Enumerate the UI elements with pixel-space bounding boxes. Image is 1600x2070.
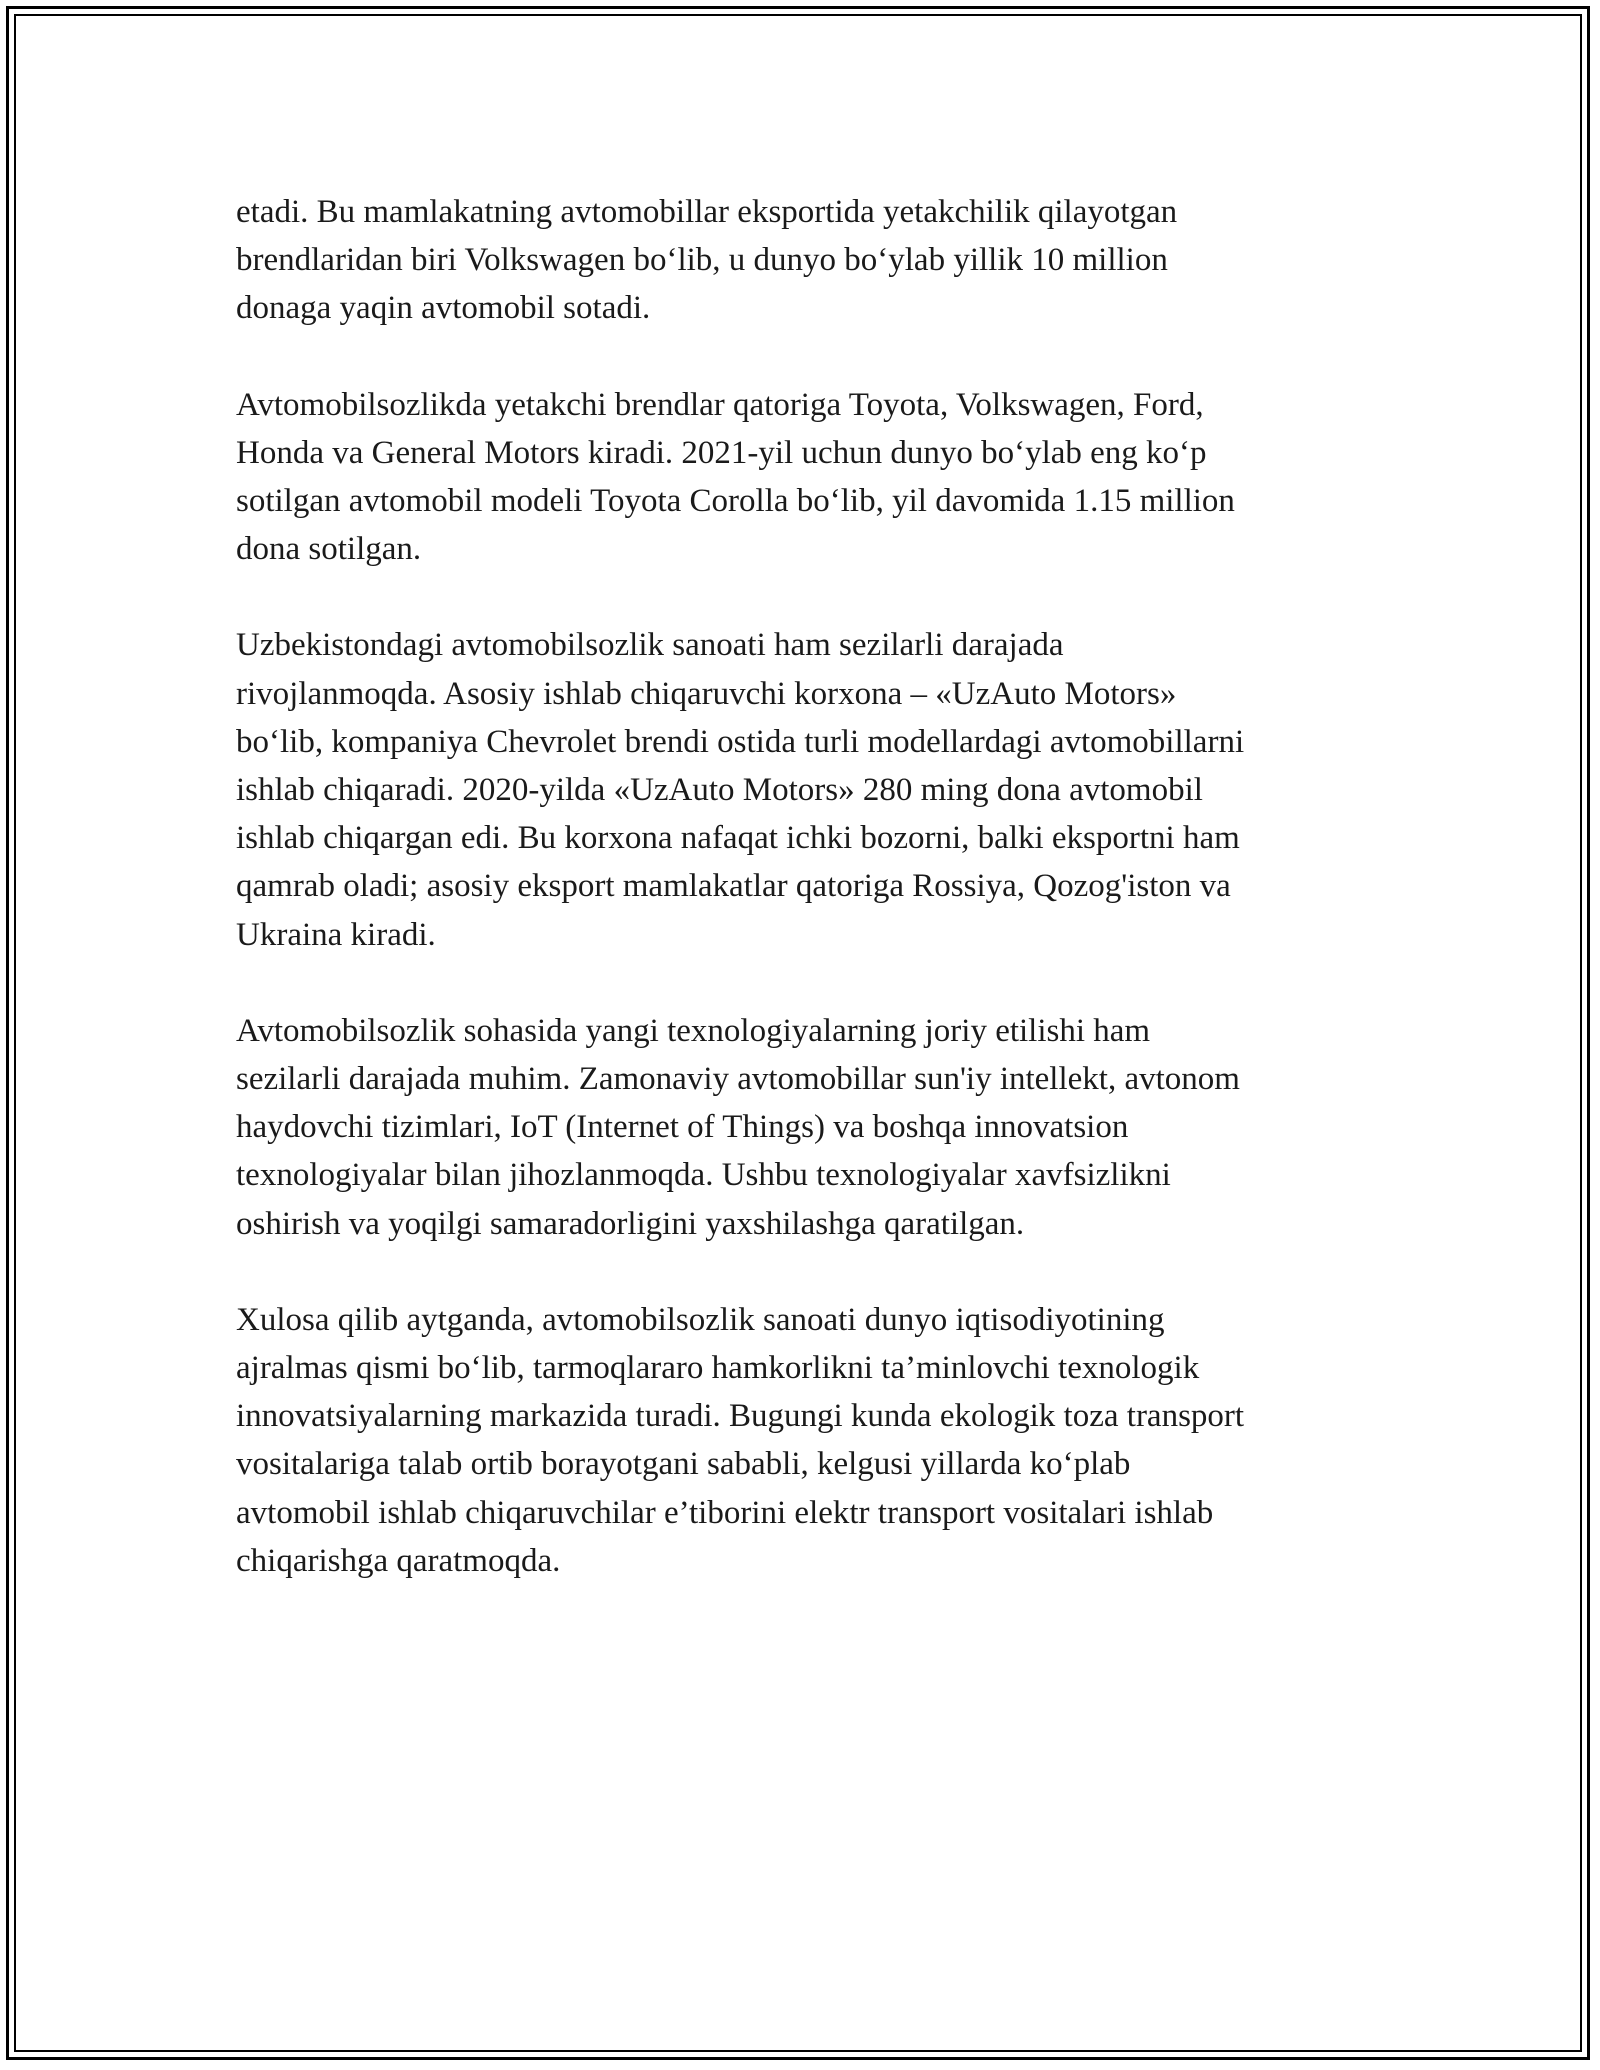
text-line: Ukraina kiradi. (236, 916, 436, 953)
text-line: dona sotilgan. (236, 531, 422, 568)
text-line: ishlab chiqaradi. 2020-yilda «UzAuto Motors» 280 ming dona avtomobil (236, 772, 1203, 809)
document-body (236, 188, 1376, 1633)
text-line: etadi. Bu mamlakatning avtomobillar eksportida yetakchilik qilayotgan (236, 194, 1178, 230)
text-line: Avtomobilsozlikda yetakchi brendlar qatoriga Toyota, Volkswagen, Ford, (236, 386, 1204, 423)
text-line: donaga yaqin avtomobil sotadi. (236, 290, 651, 327)
paragraph-2 (236, 381, 1376, 574)
text-line: Uzbekistondagi avtomobilsozlik sanoati ham sezilarli darajada (236, 627, 1064, 664)
text-line: avtomobil ishlab chiqaruvchilar e’tiborini elektr transport vositalari ishlab (236, 1494, 1214, 1531)
text-line: rivojlanmoqda. Asosiy ishlab chiqaruvchi korxona – «UzAuto Motors» (236, 675, 1177, 712)
paragraph-5 (236, 1296, 1376, 1585)
text-line: brendlaridan biri Volkswagen bo‘lib, u dunyo bo‘ylab yillik 10 million (236, 242, 1168, 279)
text-line: sezilarli darajada muhim. Zamonaviy avtomobillar sun'iy intellekt, avtonom (236, 1061, 1240, 1098)
paragraph-4 (236, 1007, 1376, 1248)
text-line: Honda va General Motors kiradi. 2021-yil uchun dunyo bo‘ylab eng ko‘p (236, 434, 1207, 471)
text-line: Avtomobilsozlik sohasida yangi texnologiyalarning joriy etilishi ham (236, 1012, 1151, 1049)
text-line: ajralmas qismi bo‘lib, tarmoqlararo hamkorlikni ta’minlovchi texnologik (236, 1350, 1200, 1387)
text-line: haydovchi tizimlari, IoT (Internet of Things) va boshqa innovatsion (236, 1109, 1129, 1146)
text-line: vositalariga talab ortib borayotgani sababli, kelgusi yillarda ko‘plab (236, 1446, 1131, 1483)
text-line: oshirish va yoqilgi samaradorligini yaxshilashga qaratilgan. (236, 1205, 1025, 1242)
text-line: ishlab chiqargan edi. Bu korxona nafaqat ichki bozorni, balki eksportni ham (236, 820, 1240, 857)
text-line: chiqarishga qaratmoqda. (236, 1542, 561, 1579)
text-line: Xulosa qilib aytganda, avtomobilsozlik sanoati dunyo iqtisodiyotining (236, 1301, 1165, 1338)
text-line: texnologiyalar bilan jihozlanmoqda. Ushbu texnologiyalar xavfsizlikni (236, 1157, 1171, 1194)
text-line: sotilgan avtomobil modeli Toyota Corolla bo‘lib, yil davomida 1.15 million (236, 483, 1235, 520)
text-line: bo‘lib, kompaniya Chevrolet brendi ostida turli modellardagi avtomobillarni (236, 723, 1245, 760)
text-line: innovatsiyalarning markazida turadi. Bugungi kunda ekologik toza transport (236, 1398, 1245, 1435)
paragraph-3 (236, 621, 1376, 958)
text-line: qamrab oladi; asosiy eksport mamlakatlar qatoriga Rossiya, Qozog'iston va (236, 868, 1231, 905)
paragraph-1 (236, 188, 1376, 333)
